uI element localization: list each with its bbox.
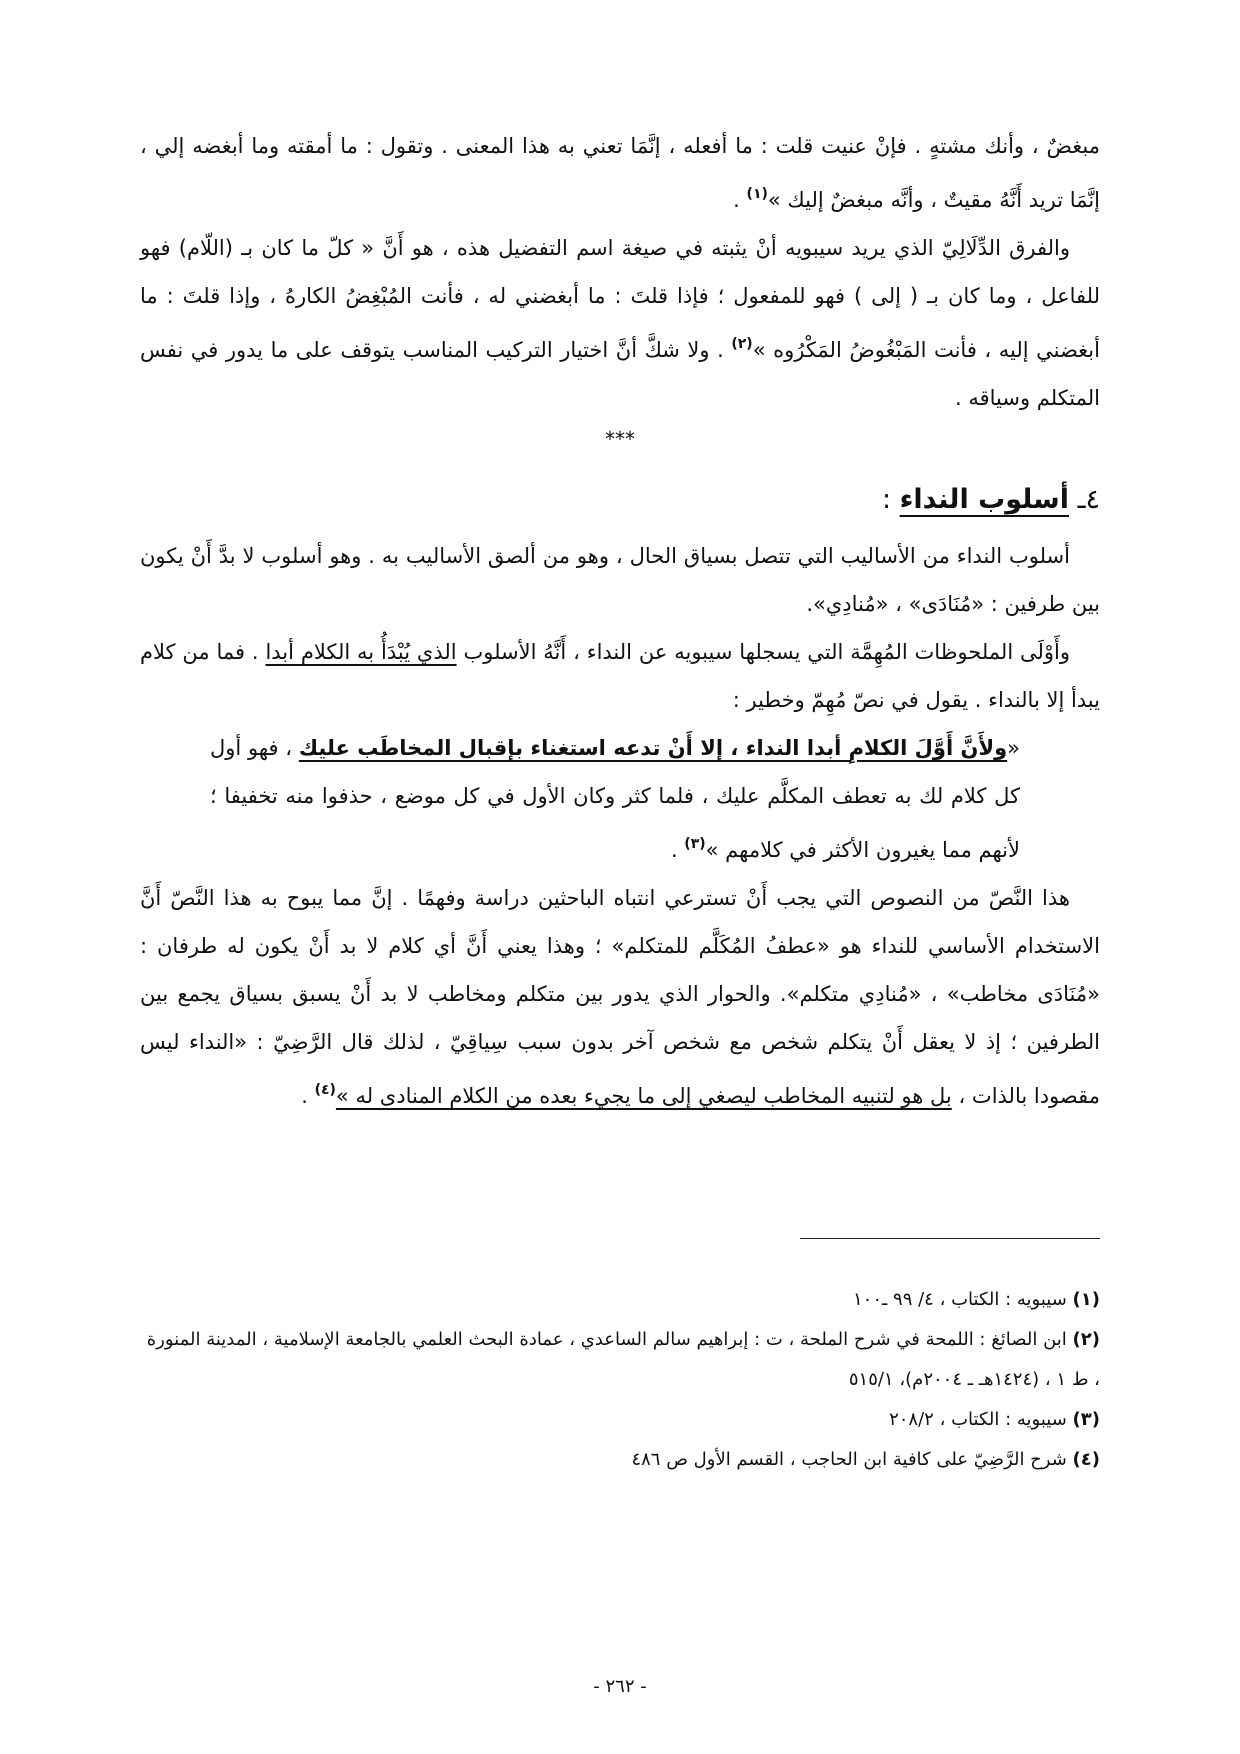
footnote-divider <box>800 1238 1100 1239</box>
quote-emphasis: ولأَنَّ أَوَّلَ الكلامِ أبدا النداء ، إلا أَنْ تدعه استغناء بإقبال المخاطَب عليك <box>298 736 1008 760</box>
footnote-ref-3: (٣) <box>684 836 706 852</box>
quote-text: ، فهو أول كل كلام لك به تعطف المكلَّم عليك ، فلما كثر وكان الأول في كل موضع ، حذفوا منه تخفيفا ؛ لأنهم مما يغيرون الأكثر في كلامهم » <box>210 736 1020 862</box>
footnote-ref-1: (١) <box>746 186 768 202</box>
section-colon: : <box>881 484 900 515</box>
section-title: أسلوب النداء <box>899 484 1069 515</box>
footnote-1 <box>140 1280 1100 1320</box>
paragraph-5 <box>140 874 1100 1120</box>
paragraph-4-end: . فما من كلام يبدأ إلا بالنداء . يقول في نصّ مُهِمّ وخطير : <box>140 640 1100 712</box>
footnote-number: (١) <box>1072 1289 1100 1310</box>
page-number: - ٢٦٢ - <box>593 1676 647 1697</box>
footnote-ref-2: (٢) <box>731 336 753 352</box>
sibawayh-quote <box>140 724 1100 874</box>
footnote-text: شرح الرَّضِيّ على كافية ابن الحاجب ، القسم الأول ص ٤٨٦ <box>631 1449 1073 1470</box>
paragraph-1-end: . <box>733 188 747 212</box>
footnote-4 <box>140 1440 1100 1480</box>
paragraph-5-text: هذا النَّصّ من النصوص التي يجب أَنْ تسترعي انتباه الباحثين دراسة وفهمًا . إنَّ مما يبوح به هذا النَّصّ أَنَّ الاستخدام الأساسي للنداء هو «عطفُ المُكَلَّم للمتكلم» ؛ وهذا يعني أَنَّ أي كلام لا بد أَنْ يكون له طرفان : «مُنَادَى مخاطب» ، «مُنادِي متكلم». والحوار الذي يدور بين متكلم ومخاطب لا بد أَنْ يسبق بسياق يجمع بين الطرفين ؛ إذ لا يعقل أَنْ يتكلم شخص مع شخص آخر بدون سبب سِياقِيّ ، لذلك قال الرَّضِيّ : «النداء ليس مقصودا بالذات ، <box>140 886 1100 1108</box>
footnote-text: سيبويه : الكتاب ، ٢٠٨/٢ <box>889 1409 1073 1430</box>
paragraph-4-underlined: الذي يُبْدَأُ به الكلام أبدا <box>265 640 457 664</box>
footnote-number: (٤) <box>1072 1449 1100 1470</box>
section-number: ٤ـ <box>1068 484 1100 515</box>
quote-open-mark: « <box>1007 736 1020 760</box>
footnote-2 <box>140 1320 1100 1400</box>
footnote-ref-4: (٤) <box>314 1082 336 1098</box>
section-separator: *** <box>605 427 635 451</box>
paragraph-2-end: . ولا شكَّ أنَّ اختيار التركيب المناسب يتوقف على ما يدور في نفس المتكلم وسياقه . <box>140 338 1100 410</box>
footnote-number: (٢) <box>1072 1329 1100 1350</box>
footnotes <box>140 1280 1100 1480</box>
paragraph-4-text: وأَوْلَى الملحوظات المُهِمَّة التي يسجلها سيبويه عن النداء ، أَنَّهُ الأسلوب <box>456 640 1071 664</box>
footnote-text: سيبويه : الكتاب ، ٤/ ٩٩ ـ١٠٠ <box>853 1289 1073 1310</box>
paragraph-4 <box>140 628 1100 724</box>
paragraph-2-text: والفرق الدِّلَالِيّ الذي يريد سيبويه أنْ يثبته في صيغة اسم التفضيل هذه ، هو أَنَّ « كلّ ما كان بـ (اللّام) فهو للفاعل ، وما كان بـ ( إلى ) فهو للمفعول ؛ فإذا قلتَ : ما أبغضني له ، فأنت المُبْغِضُ الكارهُ ، وإذا قلتَ : ما أبغضني إليه ، فأنت المَبْغُوضُ المَكْرُوه » <box>140 236 1100 362</box>
quote-end: . <box>670 838 685 862</box>
footnote-3 <box>140 1400 1100 1440</box>
paragraph-1-text: مبغضٌ ، وأنك مشتهٍ . فإنْ عنيت قلت : ما أفعله ، إنَّمَا تعني به هذا المعنى . وتقول : ما أمقته وما أبغضه إلي ، إنَّمَا تريد أَنَّهُ مقيتٌ ، وأنَّه مبغضٌ إليك » <box>140 134 1100 212</box>
paragraph-5-underlined: بل هو لتنبيه المخاطب ليصغي إلى ما يجيء بعده من الكلام المنادى له » <box>335 1084 952 1108</box>
footnote-text: ابن الصائغ : اللمحة في شرح الملحة ، ت : إبراهيم سالم الساعدي ، عمادة البحث العلمي بالجامعة الإسلامية ، المدينة المنورة ، ط ١ ، (١٤٢٤هـ ـ ٢٠٠٤م)، ٥١٥/١ <box>146 1329 1100 1390</box>
paragraph-2 <box>140 224 1100 422</box>
paragraph-3: أسلوب النداء من الأساليب التي تتصل بسياق الحال ، وهو من ألصق الأساليب به . وهو أسلوب لا بدَّ أَنْ يكون بين طرفين : «مُنَادَى» ، «مُنادِي». <box>140 544 1100 616</box>
paragraph-5-end: . <box>301 1084 315 1108</box>
footnote-number: (٣) <box>1072 1409 1100 1430</box>
paragraph-1 <box>140 122 1100 224</box>
section-heading <box>140 476 1100 524</box>
main-text <box>140 122 1100 1120</box>
